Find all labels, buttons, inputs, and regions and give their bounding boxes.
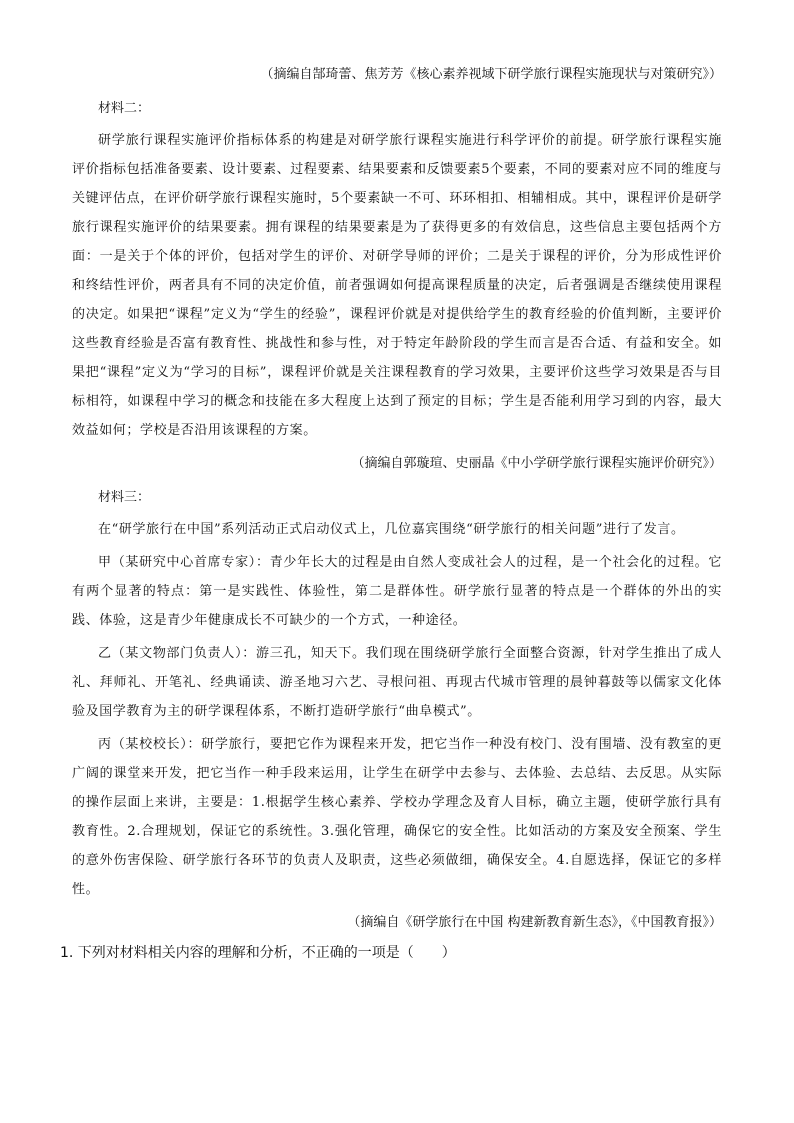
- source-citation-1: （摘编自郜琦蕾、焦芳芳《核心素养视域下研学旅行课程实施现状与对策研究》）: [260, 67, 722, 82]
- question-1-stem: 1. 下列对材料相关内容的理解和分析，不正确的一项是（ ）: [60, 945, 456, 961]
- speaker-bing-paragraph: 丙（某校校长）：研学旅行，要把它作为课程来开发，把它当作一种没有校门、没有围墙、没有教室的更广阔的课堂来开发，把它当作一种手段来运用，让学生在研学中去参与、去体验、去总结、去反思。从实际的操作层面上来讲，主要是：1.根据学生核心素养、学校办学理念及育人目标，确立主题，使研学旅行具有教育性。2.合理规划，保证它的系统性。3.强化管理，确保它的安全性。比如活动的方案及安全预案、学生的意外伤害保险、研学旅行各环节的负责人及职责，这些必须做细，确保安全。4.自愿选择，保证它的多样性。: [72, 737, 722, 897]
- source-citation-2: （摘编自郭璇瑄、史丽晶《中小学研学旅行课程实施评价研究》）: [351, 456, 722, 471]
- source-citation-3: （摘编自《研学旅行在中国 构建新教育新生态》，《中国教育报》）: [347, 915, 722, 930]
- material-2-heading: 材料二：: [98, 101, 151, 116]
- document-page: [60, 62, 722, 966]
- material-2-paragraph: 研学旅行课程实施评价指标体系的构建是对研学旅行课程实施进行科学评价的前提。研学旅行课程实施评价指标包括准备要素、设计要素、过程要素、结果要素和反馈要素5个要素，不同的要素对应不同的维度与关键评估点，在评价研学旅行课程实施时，5个要素缺一不可、环环相扣、相辅相成。其中，课程评价是研学旅行课程实施评价的结果要素。拥有课程的结果要素是为了获得更多的有效信息，这些信息主要包括两个方面：一是关于个体的评价，包括对学生的评价、对研学导师的评价；二是关于课程的评价，分为形成性评价和终结性评价，两者具有不同的决定价值，前者强调如何提高课程质量的决定，后者强调是否继续使用课程的决定。如果把“课程”定义为“学生的经验”，课程评价就是对提供给学生的教育经验的价值判断，主要评价这些教育经验是否富有教育性、挑战性和参与性，对于特定年龄阶段的学生而言是否合适、有益和安全。如果把“课程”定义为“学习的目标”，课程评价就是关注课程教育的学习效果，主要评价这些学习效果是否与目标相符，如课程中学习的概念和技能在多大程度上达到了预定的目标；学生是否能利用学习到的内容，最大效益如何；学校是否沿用该课程的方案。: [72, 133, 722, 438]
- speaker-jia-paragraph: 甲（某研究中心首席专家）：青少年长大的过程是由自然人变成社会人的过程，是一个社会化的过程。它有两个显著的特点：第一是实践性、体验性，第二是群体性。研学旅行显著的特点是一个群体的外出的实践、体验，这是青少年健康成长不可缺少的一个方式，一种途径。: [72, 555, 722, 628]
- material-3-heading: 材料三：: [98, 490, 151, 505]
- material-3-intro-paragraph: 在“研学旅行在中国”系列活动正式启动仪式上，几位嘉宾围绕“研学旅行的相关问题”进行了发言。: [98, 522, 685, 537]
- speaker-yi-paragraph: 乙（某文物部门负责人）：游三孔，知天下。我们现在围绕研学旅行全面整合资源，针对学生推出了成人礼、拜师礼、开笔礼、经典诵读、游圣地习六艺、寻根问祖、再现古代城市管理的晨钟暮鼓等以儒家文化体验及国学教育为主的研学课程体系，不断打造研学旅行“曲阜模式”。: [72, 646, 722, 719]
